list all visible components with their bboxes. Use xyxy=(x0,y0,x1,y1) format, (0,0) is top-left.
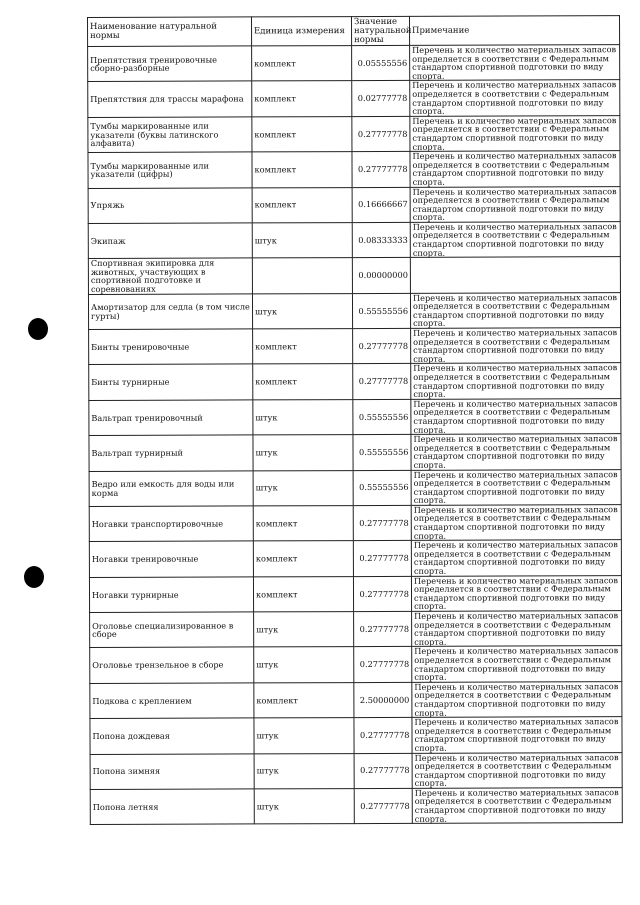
cell-value: 0.55555556 xyxy=(353,470,411,506)
cell-name: Ногавки транспортировочные xyxy=(89,506,253,542)
cell-note: Перечень и количество материальных запасов определяется в соответствии с Федеральным стандартом спортивной подготовки по виду спорта. xyxy=(411,575,621,611)
table-row xyxy=(90,646,622,683)
cell-unit: комплект xyxy=(252,81,352,117)
table-row xyxy=(89,398,621,435)
table-row xyxy=(89,505,621,542)
cell-value: 2.50000000 xyxy=(354,682,412,718)
header-note: Примечание xyxy=(409,16,619,46)
cell-note: Перечень и количество материальных запасов определяется в соответствии с Федеральным стандартом спортивной подготовки по виду спорта. xyxy=(410,292,620,328)
table-row xyxy=(88,80,620,117)
cell-unit: штук xyxy=(254,647,354,683)
cell-note: Перечень и количество материальных запасов определяется в соответствии с Федеральным стандартом спортивной подготовки по виду спорта. xyxy=(410,115,620,151)
cell-note: Перечень и количество материальных запасов определяется в соответствии с Федеральным стандартом спортивной подготовки по виду спорта. xyxy=(411,328,621,364)
table-row xyxy=(89,575,621,612)
norms-table xyxy=(87,15,623,825)
cell-note: Перечень и количество материальных запасов определяется в соответствии с Федеральным стандартом спортивной подготовки по виду спорта. xyxy=(412,611,622,647)
cell-note: Перечень и количество материальных запасов определяется в соответствии с Федеральным стандартом спортивной подготовки по виду спорта. xyxy=(412,717,622,753)
cell-value: 0.27777778 xyxy=(352,116,410,152)
cell-name: Ведро или емкость для воды или корма xyxy=(89,470,253,506)
cell-name: Бинты тренировочные xyxy=(89,329,253,365)
cell-value: 0.27777778 xyxy=(353,576,411,612)
cell-value: 0.02777778 xyxy=(352,81,410,117)
cell-name: Препятствия тренировочные сборно-разборные xyxy=(88,46,252,82)
cell-unit: комплект xyxy=(252,46,352,82)
table-row xyxy=(90,717,622,754)
cell-value: 0.16666667 xyxy=(352,187,410,223)
cell-value: 0.27777778 xyxy=(354,611,412,647)
cell-value: 0.27777778 xyxy=(352,151,410,187)
table-row xyxy=(88,186,620,223)
cell-unit: штук xyxy=(253,435,353,471)
cell-name: Подкова с креплением xyxy=(90,683,254,719)
cell-name: Тумбы маркированные или указатели (цифры) xyxy=(88,152,252,188)
cell-unit: штук xyxy=(253,399,353,435)
cell-value: 0.55555556 xyxy=(352,293,410,329)
cell-unit: штук xyxy=(252,222,352,258)
cell-unit: штук xyxy=(254,753,354,789)
cell-name: Бинты турнирные xyxy=(89,364,253,400)
table-row xyxy=(89,328,621,365)
cell-unit: штук xyxy=(252,293,352,329)
table-row xyxy=(90,681,622,718)
cell-unit xyxy=(252,258,352,294)
table-row xyxy=(88,257,620,294)
cell-name: Попона дождевая xyxy=(90,718,254,754)
cell-unit: комплект xyxy=(253,364,353,400)
cell-note: Перечень и количество материальных запасов определяется в соответствии с Федеральным стандартом спортивной подготовки по виду спорта. xyxy=(410,80,620,116)
cell-name: Препятствия для трассы марафона xyxy=(88,81,252,117)
table-row xyxy=(90,752,622,789)
cell-unit: штук xyxy=(254,788,354,824)
cell-name: Попона зимняя xyxy=(90,753,254,789)
cell-value: 0.27777778 xyxy=(353,541,411,577)
table-header-row xyxy=(88,16,620,47)
punch-hole-mark xyxy=(28,318,48,340)
cell-name: Амортизатор для седла (в том числе гурты) xyxy=(88,294,252,330)
cell-name: Ногавки тренировочные xyxy=(89,541,253,577)
cell-unit: комплект xyxy=(253,505,353,541)
cell-value: 0.55555556 xyxy=(353,399,411,435)
cell-note: Перечень и количество материальных запасов определяется в соответствии с Федеральным стандартом спортивной подготовки по виду спорта. xyxy=(411,469,621,505)
cell-unit: комплект xyxy=(252,187,352,223)
cell-note: Перечень и количество материальных запасов определяется в соответствии с Федеральным стандартом спортивной подготовки по виду спорта. xyxy=(412,752,622,788)
cell-note: Перечень и количество материальных запасов определяется в соответствии с Федеральным стандартом спортивной подготовки по виду спорта. xyxy=(411,505,621,541)
punch-hole-mark xyxy=(24,566,44,588)
cell-name: Экипаж xyxy=(88,223,252,259)
cell-name: Тумбы маркированные или указатели (буквы латинского алфавита) xyxy=(88,117,252,153)
cell-name: Ногавки турнирные xyxy=(89,577,253,613)
cell-value: 0.27777778 xyxy=(353,328,411,364)
cell-name: Упряжь xyxy=(88,187,252,223)
cell-unit: комплект xyxy=(252,116,352,152)
cell-name: Оголовье специализированное в сборе xyxy=(90,612,254,648)
table-row xyxy=(89,540,621,577)
cell-unit: штук xyxy=(253,470,353,506)
cell-note: Перечень и количество материальных запасов определяется в соответствии с Федеральным стандартом спортивной подготовки по виду спорта. xyxy=(411,540,621,576)
cell-note: Перечень и количество материальных запасов определяется в соответствии с Федеральным стандартом спортивной подготовки по виду спорта. xyxy=(410,151,620,187)
cell-value: 0.08333333 xyxy=(352,222,410,258)
header-unit: Единица измерения xyxy=(252,17,352,46)
table-row xyxy=(88,115,620,152)
table-row xyxy=(90,611,622,648)
table-row xyxy=(88,151,620,188)
cell-name: Вальтрап турнирный xyxy=(89,435,253,471)
cell-note: Перечень и количество материальных запасов определяется в соответствии с Федеральным стандартом спортивной подготовки по виду спорта. xyxy=(411,363,621,399)
cell-unit: комплект xyxy=(252,152,352,188)
cell-value: 0.27777778 xyxy=(354,717,412,753)
table-row xyxy=(89,469,621,506)
cell-value: 0.27777778 xyxy=(353,505,411,541)
cell-value: 0.05555556 xyxy=(352,45,410,81)
cell-unit: штук xyxy=(254,718,354,754)
cell-note: Перечень и количество материальных запасов определяется в соответствии с Федеральным стандартом спортивной подготовки по виду спорта. xyxy=(411,434,621,470)
cell-note xyxy=(410,257,620,293)
cell-value: 0.55555556 xyxy=(353,434,411,470)
cell-value: 0.27777778 xyxy=(354,753,412,789)
cell-unit: комплект xyxy=(253,541,353,577)
cell-note: Перечень и количество материальных запасов определяется в соответствии с Федеральным стандартом спортивной подготовки по виду спорта. xyxy=(412,681,622,717)
cell-unit: комплект xyxy=(253,576,353,612)
cell-value: 0.00000000 xyxy=(352,258,410,294)
cell-note: Перечень и количество материальных запасов определяется в соответствии с Федеральным стандартом спортивной подготовки по виду спорта. xyxy=(410,45,620,81)
cell-unit: комплект xyxy=(254,682,354,718)
table-row xyxy=(88,292,620,329)
cell-name: Вальтрап тренировочный xyxy=(89,400,253,436)
cell-note: Перечень и количество материальных запасов определяется в соответствии с Федеральным стандартом спортивной подготовки по виду спорта. xyxy=(412,788,622,824)
cell-name: Оголовье трензельное в сборе xyxy=(90,647,254,683)
table-row xyxy=(89,434,621,471)
cell-name: Попона летняя xyxy=(90,789,254,825)
table-row xyxy=(88,45,620,82)
cell-name: Спортивная экипировка для животных, участвующих в спортивной подготовке и соревнованиях xyxy=(88,258,252,294)
cell-note: Перечень и количество материальных запасов определяется в соответствии с Федеральным стандартом спортивной подготовки по виду спорта. xyxy=(412,646,622,682)
table-row xyxy=(89,363,621,400)
table-row xyxy=(88,222,620,259)
cell-value: 0.27777778 xyxy=(354,647,412,683)
cell-note: Перечень и количество материальных запасов определяется в соответствии с Федеральным стандартом спортивной подготовки по виду спорта. xyxy=(410,222,620,258)
table-row xyxy=(90,788,622,825)
header-value: Значение натуральной нормы xyxy=(352,16,410,45)
cell-note: Перечень и количество материальных запасов определяется в соответствии с Федеральным стандартом спортивной подготовки по виду спорта. xyxy=(411,398,621,434)
cell-note: Перечень и количество материальных запасов определяется в соответствии с Федеральным стандартом спортивной подготовки по виду спорта. xyxy=(410,186,620,222)
cell-value: 0.27777778 xyxy=(354,788,412,824)
header-name: Наименование натуральной нормы xyxy=(88,17,252,47)
cell-value: 0.27777778 xyxy=(353,364,411,400)
cell-unit: штук xyxy=(254,612,354,648)
cell-unit: комплект xyxy=(253,329,353,365)
